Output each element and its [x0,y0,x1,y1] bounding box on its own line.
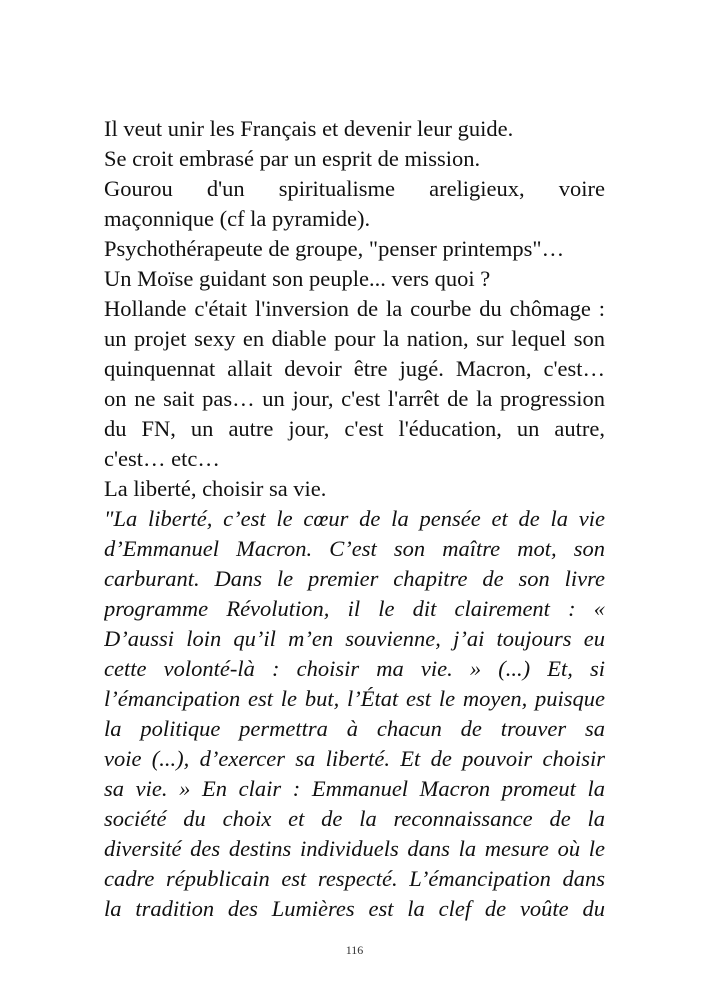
text-line-2: Se croit embrasé par un esprit de mission. [104,146,481,171]
quote-line-4: programme Révolution, il le dit clairement : « [104,596,605,621]
text-line-5: Psychothérapeute de groupe, "penser printemps"… [104,236,565,261]
quote-line-7: l’émancipation est le but, l’État est le moyen, puisque [104,686,605,711]
quote-line-3: carburant. Dans le premier chapitre de son livre [104,566,605,591]
quote-line-11: société du choix et de la reconnaissance de la [104,806,605,831]
text-line-10: on ne sait pas… un jour, c'est l'arrêt de la progression [104,386,605,411]
quote-line-6: cette volonté-là : choisir ma vie. » (...) Et, si [104,656,605,681]
text-line-4: maçonnique (cf la pyramide). [104,206,371,231]
text-line-11: du FN, un autre jour, c'est l'éducation, un autre, [104,416,605,441]
quote-line-13: cadre républicain est respecté. L’émancipation dans [104,866,605,891]
quote-line-10: sa vie. » En clair : Emmanuel Macron promeut la [104,776,605,801]
quote-line-5: D’aussi loin qu’il m’en souvienne, j’ai toujours eu [104,626,605,651]
quote-line-9: voie (...), d’exercer sa liberté. Et de pouvoir choisir [104,746,605,771]
text-line-3: Gourou d'un spiritualisme areligieux, voire [104,176,605,201]
page-number: 116 [345,943,364,957]
quote-line-12: diversité des destins individuels dans la mesure où le [104,836,605,861]
quote-line-14: la tradition des Lumières est la clef de voûte du [104,896,605,921]
quote-line-1: "La liberté, c’est le cœur de la pensée et de la vie [104,506,605,531]
text-line-7: Hollande c'était l'inversion de la courbe du chômage : [104,296,605,321]
text-line-9: quinquennat allait devoir être jugé. Macron, c'est… [104,356,605,381]
text-line-13: La liberté, choisir sa vie. [104,476,327,501]
text-line-8: un projet sexy en diable pour la nation, sur lequel son [104,326,605,351]
body-text [104,114,605,924]
quote-line-8: la politique permettra à chacun de trouver sa [104,716,605,741]
text-line-12: c'est… etc… [104,446,220,471]
text-line-1: Il veut unir les Français et devenir leur guide. [104,116,514,141]
quote-line-2: d’Emmanuel Macron. C’est son maître mot, son [104,536,605,561]
text-line-6: Un Moïse guidant son peuple... vers quoi ? [104,266,491,291]
